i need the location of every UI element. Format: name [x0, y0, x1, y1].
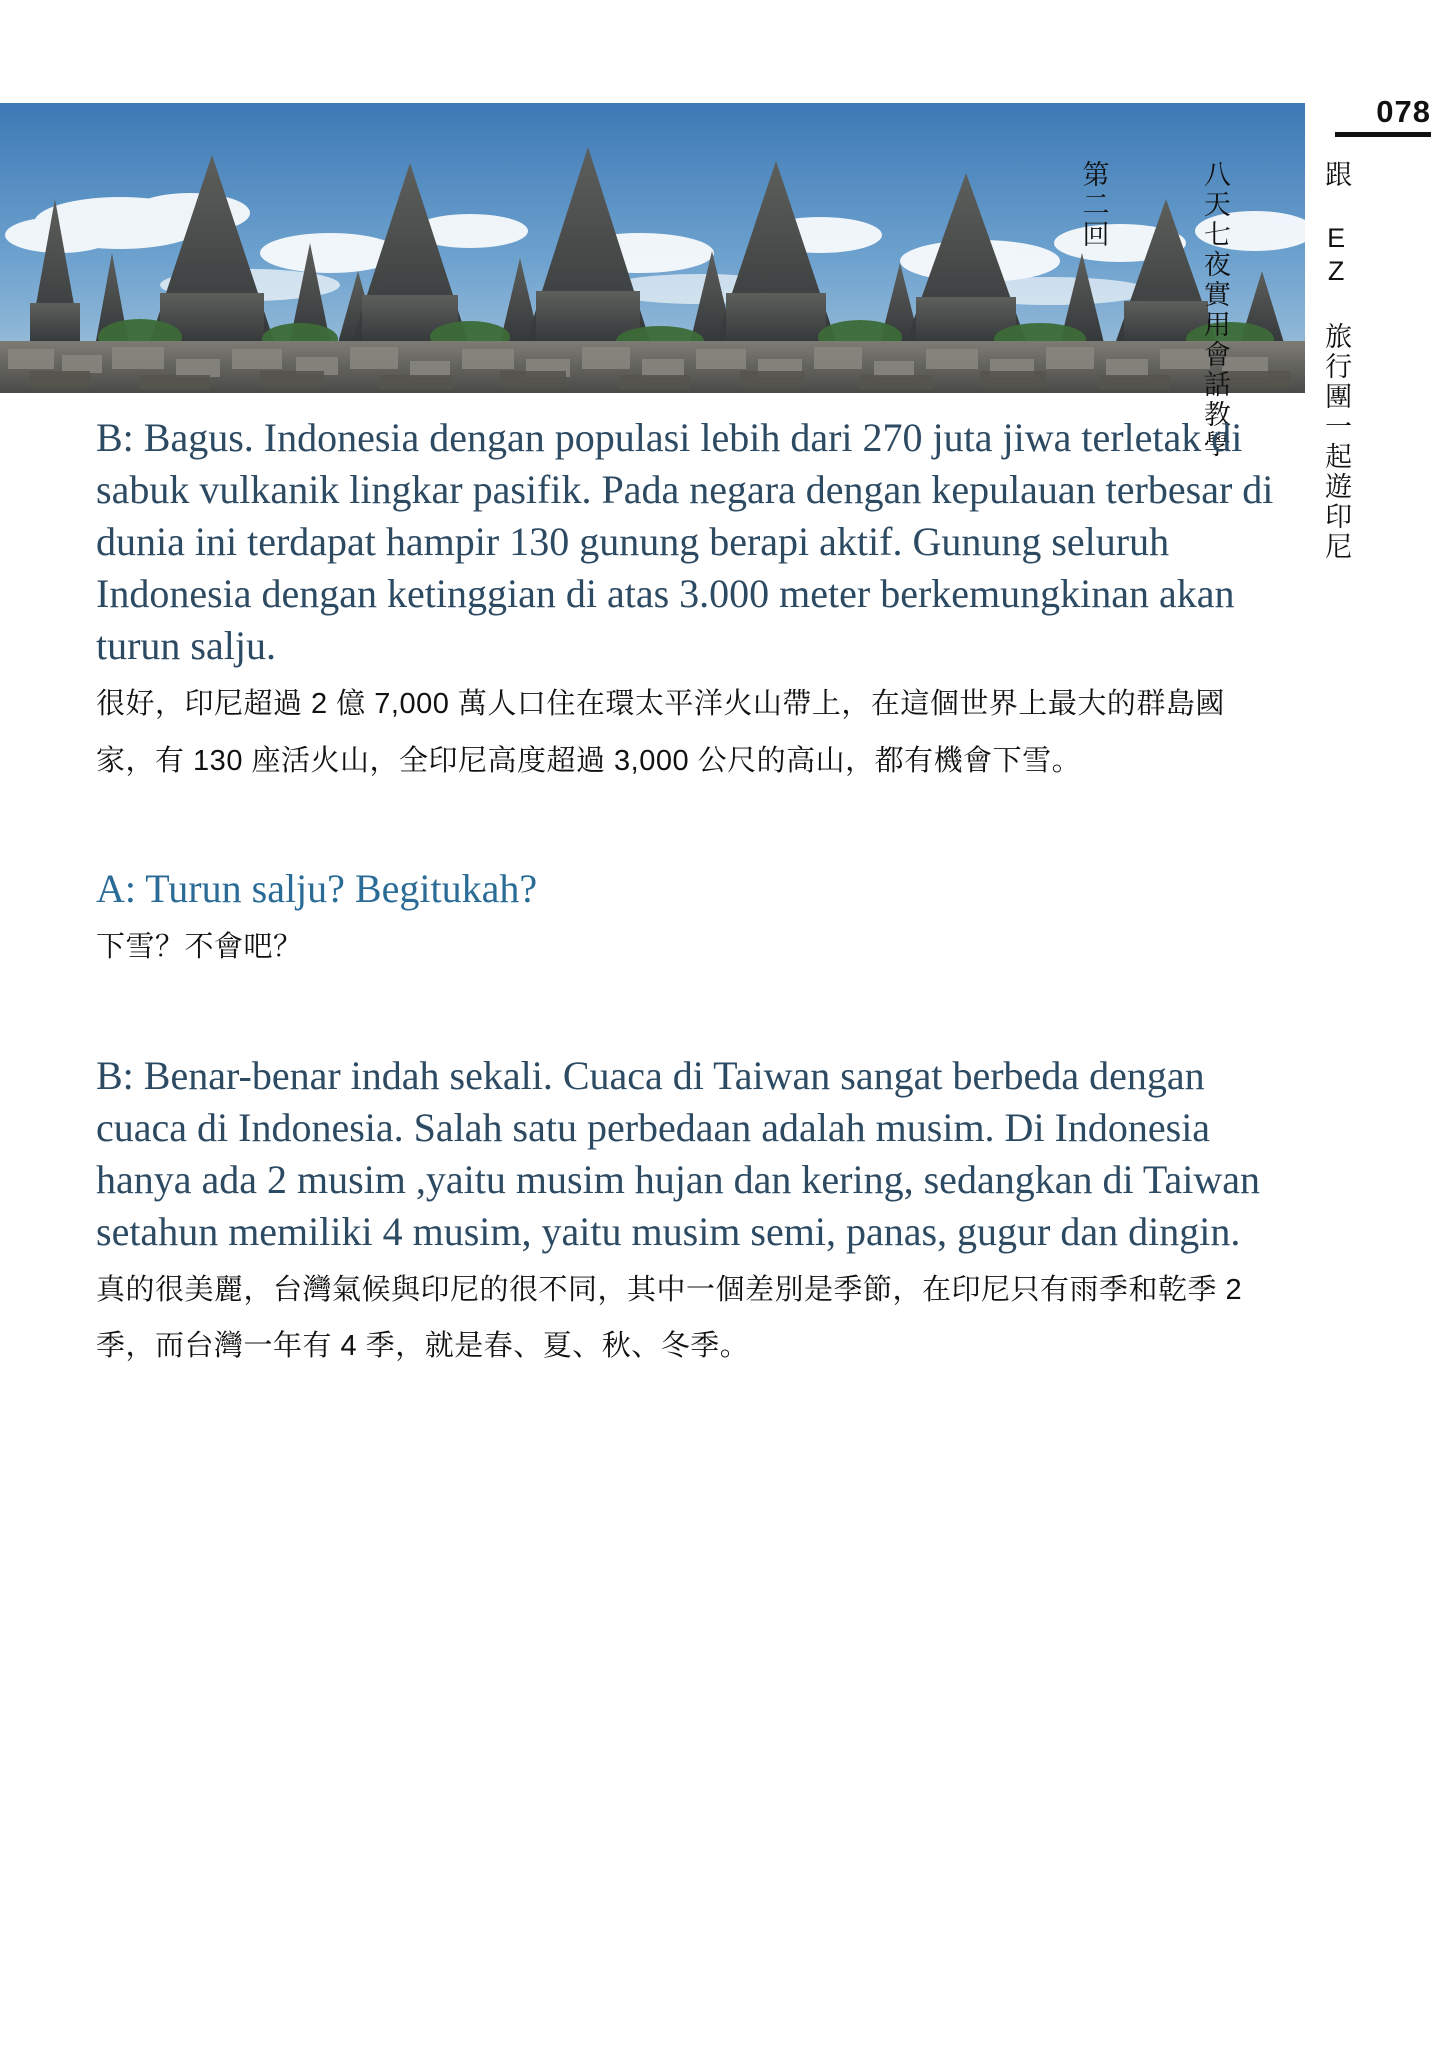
dialogue-block-1 [96, 412, 1281, 789]
dialogue-content [96, 412, 1281, 1375]
vertical-chapter-title [1078, 160, 1427, 1000]
chapter-title-segment-3: 第二回 [1078, 160, 1109, 250]
indonesian-text-2: A: Turun salju? Begitukah? [96, 866, 538, 912]
chapter-title-segment-1: 跟 EZ 旅行團一起遊印尼 [1321, 160, 1352, 562]
indonesian-text-1: B: Bagus. Indonesia dengan populasi lebih dari 270 juta jiwa terletak di sabuk vulkanik lingkar pasifik. Pada negara dengan kepulauan terbesar di dunia ini terdapat hampir 130 gunung berapi aktif. Gunung seluruh Indonesia dengan ketinggian di atas 3.000 meter berkemungkinan akan turun salju. [96, 415, 1274, 668]
spacer-1 [96, 789, 1281, 863]
chapter-title-segment-2: 八天七夜實用會話教學 [1199, 160, 1230, 460]
dialogue-block-2 [96, 863, 1281, 976]
chinese-text-3: 真的很美麗，台灣氣候與印尼的很不同，其中一個差別是季節，在印尼只有雨季和乾季 2 季，而台灣一年有 4 季，就是春、夏、秋、冬季。 [96, 1273, 1243, 1363]
chinese-text-1: 很好，印尼超過 2 億 7,000 萬人口住在環太平洋火山帶上，在這個世界上最大的群島國家，有 130 座活火山，全印尼高度超過 3,000 公尺的高山，都有機會下雪。 [96, 688, 1225, 777]
spacer-2 [96, 976, 1281, 1050]
page-number-rule [1335, 132, 1431, 137]
chinese-text-2: 下雪？不會吧？ [96, 931, 303, 964]
indonesian-text-3: B: Benar-benar indah sekali. Cuaca di Taiwan sangat berbeda dengan cuaca di Indonesia. Salah satu perbedaan adalah musim. Di Indonesia hanya ada 2 musim ,yaitu musim hujan dan kering, sedangkan di Taiwan setahun memiliki 4 musim, yaitu musim semi, panas, gugur dan dingin. [96, 1052, 1260, 1254]
page-number: 078 [1376, 94, 1431, 129]
page-number-block [1335, 96, 1431, 137]
dialogue-block-3 [96, 1050, 1281, 1375]
